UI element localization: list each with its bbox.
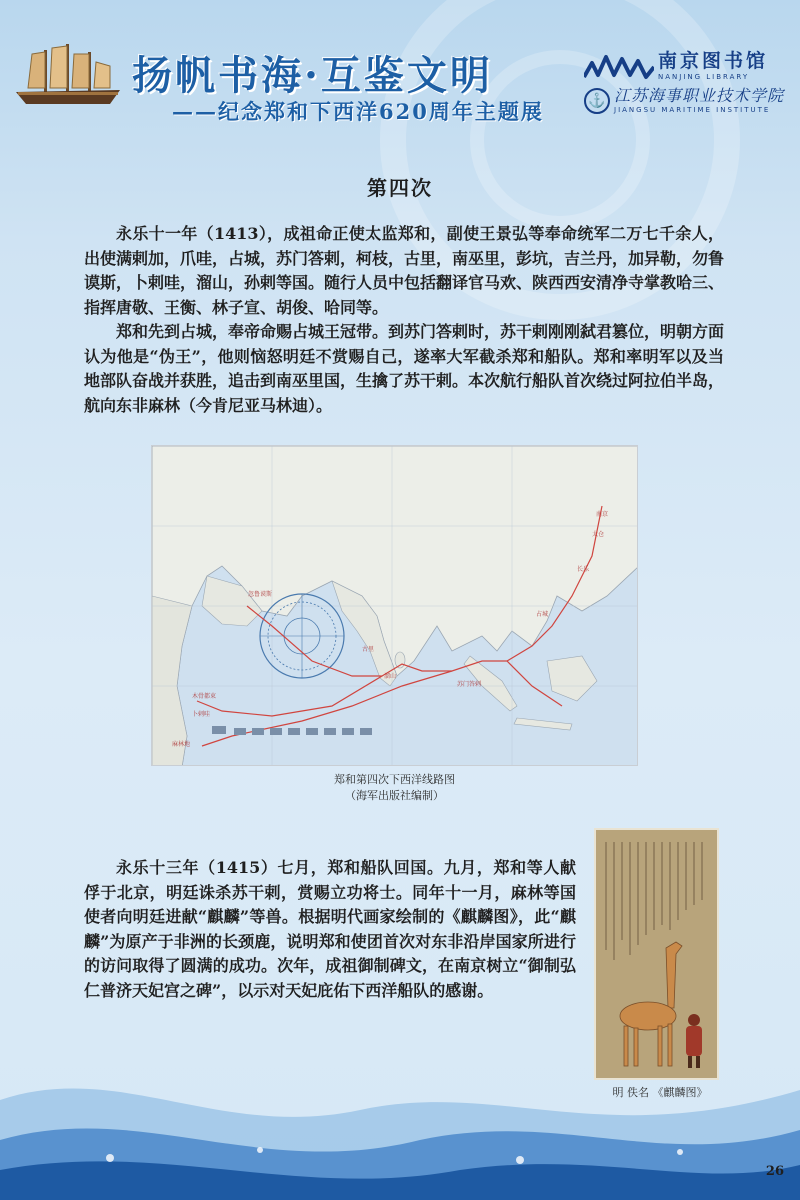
- map-caption-source: （海军出版社编制）: [345, 789, 444, 802]
- svg-text:麻林地: 麻林地: [172, 741, 191, 748]
- svg-text:木骨都束: 木骨都束: [192, 693, 217, 700]
- institute-name-cn: 江苏海事职业技术学院: [614, 86, 785, 105]
- library-name-en: NANJING LIBRARY: [658, 73, 750, 81]
- exhibition-subtitle: ——纪念郑和下西洋620周年主题展: [172, 99, 544, 124]
- map-caption: [151, 772, 638, 804]
- exhibition-title: 扬帆书海·互鉴文明: [132, 52, 493, 99]
- compass-rose: [260, 594, 344, 678]
- svg-text:南京: 南京: [596, 511, 609, 518]
- svg-text:苏门答剌: 苏门答剌: [457, 681, 482, 688]
- paragraph-voyage-overview: 永乐十一年（1413），成祖命正使太监郑和，副使王景弘等奉命统军二万七千余人，出使满剌加，爪哇，占城，苏门答剌，柯枝，古里，南巫里，彭坑，吉兰丹，加异勒，勿鲁谟斯，卜剌哇，溜山，孙剌等国。随行人员中包括翻译官马欢、陕西西安清净寺掌教哈三、指挥唐敬、王衡、林子宣、胡俊、哈同等。: [84, 224, 725, 317]
- map-caption-title: 郑和第四次下西洋线路图: [334, 773, 455, 786]
- page-header: [0, 0, 800, 140]
- paragraph-voyage-events: 郑和先到占城，奉帝命赐占城王冠带。到苏门答剌时，苏干剌刚刚弑君篡位，明朝方面认为他是“伪王”，他则恼怒明廷不赏赐自己，遂率大军截杀郑和船队。郑和率明军以及当地部队奋战并获胜，追击到南巫里国，生擒了苏干剌。本次航行船队首次绕过阿拉伯半岛，航向东非麻林（今肯尼亚马林迪）。: [84, 322, 725, 415]
- svg-text:溜山: 溜山: [384, 673, 397, 680]
- svg-text:占城: 占城: [536, 611, 549, 618]
- nanjing-library-logo: [584, 52, 768, 81]
- institute-name-en: JIANGSU MARITIME INSTITUTE: [614, 106, 771, 114]
- section-title: 第四次: [367, 176, 433, 200]
- library-name-cn: 南京图书馆: [658, 50, 769, 72]
- svg-text:古里: 古里: [362, 646, 375, 653]
- voyage-route-map: [151, 445, 638, 766]
- anchor-icon: ⚓: [584, 88, 610, 114]
- painting-caption: 明 佚名 《麒麟图》: [612, 1086, 708, 1099]
- library-wave-icon: [584, 53, 654, 81]
- paragraph-return-voyage: 永乐十三年（1415）七月，郑和船队回国。九月，郑和等人献俘于北京，明廷诛杀苏干剌，赏赐立功将士。同年十一月，麻林等国使者向明廷进献“麒麟”等兽。根据明代画家绘制的《麒麟图》，此“麒麟”为原产于非洲的长颈鹿，说明郑和使团首次对东非沿岸国家所进行的访问取得了圆满的成功。次年，成祖御制碑文，在南京树立“御制弘仁普济天妃宫之碑”，以示对天妃庇佑下西洋船队的感谢。: [84, 858, 576, 1000]
- decorative-waves: [0, 1040, 800, 1200]
- svg-text:忽鲁谟斯: 忽鲁谟斯: [248, 591, 273, 598]
- jiangsu-maritime-institute-logo: [584, 88, 784, 114]
- map-graphic: [152, 446, 638, 766]
- treasure-ship-icon: [14, 42, 124, 112]
- page-number: 26: [765, 1164, 784, 1179]
- svg-text:太仓: 太仓: [592, 531, 605, 538]
- svg-text:长乐: 长乐: [577, 566, 590, 573]
- svg-text:卜剌哇: 卜剌哇: [192, 711, 211, 718]
